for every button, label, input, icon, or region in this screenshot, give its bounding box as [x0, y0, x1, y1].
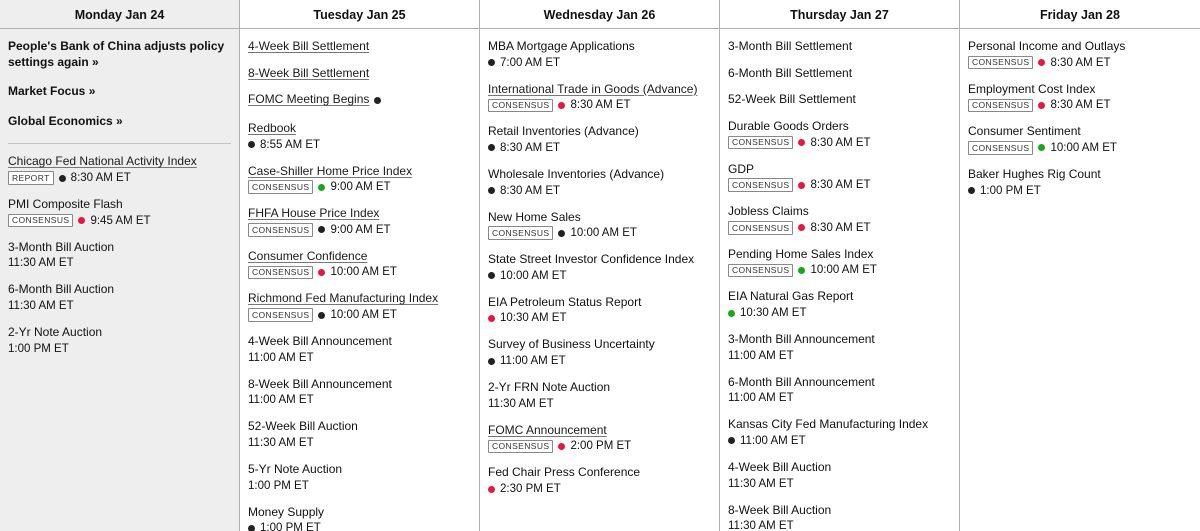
event-title: 2-Yr Note Auction: [8, 324, 103, 339]
event-meta: [488, 482, 711, 496]
event-time: 11:00 AM ET: [500, 355, 566, 368]
section-divider: [8, 143, 231, 144]
calendar-event: [728, 119, 951, 150]
status-dot-icon: [248, 525, 255, 531]
calendar-event: [728, 247, 951, 278]
event-title: PMI Composite Flash: [8, 197, 123, 212]
event-time: 7:00 AM ET: [500, 56, 561, 69]
calendar-event: [728, 39, 951, 54]
event-time: 1:00 PM ET: [980, 184, 1041, 197]
status-dot-icon: [488, 187, 495, 194]
event-tag-badge[interactable]: CONSENSUS: [728, 264, 793, 278]
event-time: 9:45 AM ET: [90, 214, 151, 227]
event-title: Kansas City Fed Manufacturing Index: [728, 417, 929, 432]
event-title: 2-Yr FRN Note Auction: [488, 380, 611, 395]
calendar-event: [8, 197, 231, 228]
event-meta: [728, 221, 951, 235]
event-title[interactable]: FOMC Meeting Begins: [248, 92, 370, 107]
event-tag-badge[interactable]: CONSENSUS: [248, 223, 313, 237]
status-dot-icon: [1038, 59, 1045, 66]
calendar-event: [728, 162, 951, 193]
event-time: 11:00 AM ET: [248, 351, 314, 364]
status-dot-icon: [318, 312, 325, 319]
event-time: 1:00 PM ET: [260, 522, 321, 531]
calendar-event: [968, 39, 1192, 70]
event-title: 6-Month Bill Announcement: [728, 374, 875, 389]
day-header: Thursday Jan 27: [720, 0, 959, 29]
event-title: Consumer Sentiment: [968, 124, 1081, 139]
event-title: 5-Yr Note Auction: [248, 462, 343, 476]
event-time: 8:55 AM ET: [260, 138, 321, 151]
calendar-event: [488, 82, 711, 113]
event-title: 52-Week Bill Settlement: [728, 92, 856, 107]
event-time: 8:30 AM ET: [1050, 56, 1111, 69]
event-title[interactable]: FOMC Announcement: [488, 422, 607, 437]
event-title: 3-Month Bill Settlement: [728, 39, 853, 53]
status-dot-icon: [488, 358, 495, 365]
calendar-event: [488, 380, 711, 411]
status-dot-icon: [318, 184, 325, 191]
event-tag-badge[interactable]: CONSENSUS: [728, 136, 793, 150]
event-title: State Street Investor Confidence Index: [488, 252, 695, 267]
calendar-event: [728, 204, 951, 235]
event-meta: [248, 180, 471, 194]
event-meta: [248, 138, 471, 152]
calendar-event: [728, 66, 951, 81]
event-meta: [968, 98, 1192, 112]
calendar-event: [488, 39, 711, 70]
calendar-event: [248, 419, 471, 450]
headline-link[interactable]: Global Economics »: [8, 113, 123, 128]
calendar-event: [248, 334, 471, 365]
calendar-event: [728, 460, 951, 491]
event-meta: [968, 141, 1192, 155]
status-dot-icon: [488, 272, 495, 279]
event-title: Jobless Claims: [728, 204, 809, 219]
status-dot-icon: [488, 315, 495, 322]
event-meta: [488, 226, 711, 240]
event-tag-badge[interactable]: CONSENSUS: [488, 440, 553, 454]
day-header: Monday Jan 24: [0, 0, 239, 29]
event-tag-badge[interactable]: CONSENSUS: [248, 180, 313, 194]
event-time: 11:30 AM ET: [728, 520, 794, 531]
day-column: [720, 0, 960, 531]
calendar-event: [248, 249, 471, 280]
event-tag-badge[interactable]: CONSENSUS: [968, 56, 1033, 70]
calendar-event: [248, 66, 471, 81]
day-body: [0, 29, 239, 356]
event-meta: [488, 141, 711, 155]
calendar-event: [968, 82, 1192, 113]
event-title: EIA Petroleum Status Report: [488, 294, 642, 309]
headline-link[interactable]: Market Focus »: [8, 84, 96, 99]
event-time: 11:30 AM ET: [728, 477, 794, 490]
event-title: MBA Mortgage Applications: [488, 39, 635, 53]
status-dot-icon: [558, 230, 565, 237]
event-title-row: [248, 92, 471, 109]
calendar-event: [8, 325, 231, 356]
event-time: 11:30 AM ET: [248, 436, 314, 449]
event-title[interactable]: International Trade in Goods (Advance): [488, 81, 698, 96]
calendar-event: [248, 291, 471, 322]
event-time: 10:00 AM ET: [330, 266, 397, 279]
event-time: 8:30 AM ET: [810, 221, 871, 234]
calendar-event: [728, 332, 951, 363]
event-time: 8:30 AM ET: [570, 99, 631, 112]
status-dot-icon: [318, 269, 325, 276]
calendar-event: [248, 92, 471, 109]
event-meta: [8, 214, 231, 228]
day-header: Friday Jan 28: [960, 0, 1200, 29]
calendar-event: [728, 503, 951, 531]
event-meta: [488, 354, 711, 368]
calendar-event: [968, 167, 1192, 198]
event-title[interactable]: 4-Week Bill Settlement: [248, 39, 370, 53]
event-meta: [488, 311, 711, 325]
day-column: [0, 0, 240, 531]
calendar-event: [8, 154, 231, 185]
event-meta: [248, 223, 471, 237]
event-time: 11:00 AM ET: [740, 434, 806, 447]
event-time: 8:30 AM ET: [70, 172, 131, 184]
event-tag-badge[interactable]: CONSENSUS: [488, 99, 553, 113]
day-body: [480, 29, 719, 496]
event-time: 10:30 AM ET: [500, 312, 567, 325]
calendar-event: [728, 375, 951, 406]
day-column: [480, 0, 720, 531]
event-time: 10:30 AM ET: [740, 307, 807, 320]
calendar-event: [248, 462, 471, 493]
event-time: 10:00 AM ET: [1050, 141, 1117, 154]
event-meta: [8, 171, 231, 185]
calendar-event: [248, 206, 471, 237]
calendar-event: [728, 289, 951, 320]
calendar-event: [488, 295, 711, 326]
event-title: Personal Income and Outlays: [968, 39, 1126, 53]
status-dot-icon: [798, 139, 805, 146]
event-tag-badge[interactable]: CONSENSUS: [728, 221, 793, 235]
calendar-event: [728, 417, 951, 448]
status-dot-icon: [728, 437, 735, 444]
event-meta: [488, 184, 711, 198]
event-title: 6-Month Bill Settlement: [728, 65, 853, 80]
event-tag-badge[interactable]: CONSENSUS: [968, 99, 1033, 113]
event-time: 11:30 AM ET: [8, 257, 74, 270]
event-meta: [488, 56, 711, 70]
calendar-event: [248, 164, 471, 195]
status-dot-icon: [59, 175, 66, 182]
event-meta: [728, 306, 951, 320]
event-tag-badge[interactable]: CONSENSUS: [488, 226, 553, 240]
event-tag-badge[interactable]: CONSENSUS: [8, 214, 73, 228]
event-time: 11:00 AM ET: [728, 349, 794, 362]
status-dot-icon: [374, 97, 381, 104]
event-title[interactable]: Richmond Fed Manufacturing Index: [248, 291, 439, 306]
event-time: 9:00 AM ET: [330, 181, 391, 194]
event-title[interactable]: Chicago Fed National Activity Index: [8, 154, 197, 169]
status-dot-icon: [558, 102, 565, 109]
event-title: New Home Sales: [488, 209, 581, 224]
event-title: Durable Goods Orders: [728, 118, 849, 133]
calendar-event: [488, 423, 711, 454]
event-title: Retail Inventories (Advance): [488, 124, 639, 139]
status-dot-icon: [488, 144, 495, 151]
day-header: Tuesday Jan 25: [240, 0, 479, 29]
event-meta: [488, 269, 711, 283]
status-dot-icon: [318, 226, 325, 233]
event-title: 4-Week Bill Auction: [728, 460, 832, 474]
event-time: 11:30 AM ET: [488, 397, 554, 410]
status-dot-icon: [798, 182, 805, 189]
event-time: 10:00 AM ET: [500, 269, 567, 282]
day-body: [960, 29, 1200, 198]
event-title[interactable]: FHFA House Price Index: [248, 206, 380, 221]
event-meta: [728, 434, 951, 448]
calendar-event: [248, 121, 471, 152]
status-dot-icon: [248, 141, 255, 148]
event-meta: [488, 98, 711, 112]
calendar-event: [488, 337, 711, 368]
event-meta: [728, 136, 951, 150]
event-title: Fed Chair Press Conference: [488, 465, 641, 480]
headline-link[interactable]: People's Bank of China adjusts policy settings again »: [8, 39, 225, 69]
event-time: 11:00 AM ET: [728, 392, 794, 405]
calendar-event: [248, 39, 471, 54]
event-title: Money Supply: [248, 504, 325, 519]
event-time: 11:30 AM ET: [8, 299, 74, 312]
status-dot-icon: [798, 224, 805, 231]
calendar-event: [8, 282, 231, 313]
event-meta: [728, 178, 951, 192]
event-time: 8:30 AM ET: [500, 184, 561, 197]
day-column: [960, 0, 1200, 531]
day-body: [240, 29, 479, 531]
event-meta: [248, 308, 471, 322]
event-meta: [248, 265, 471, 279]
event-meta: [728, 263, 951, 277]
day-header: Wednesday Jan 26: [480, 0, 719, 29]
event-title[interactable]: Consumer Confidence: [248, 248, 368, 263]
event-title: 3-Month Bill Announcement: [728, 332, 875, 347]
event-time: 2:00 PM ET: [570, 440, 632, 453]
day-column: [240, 0, 480, 531]
event-title: 8-Week Bill Announcement: [248, 376, 392, 391]
status-dot-icon: [558, 443, 565, 450]
status-dot-icon: [78, 217, 85, 224]
calendar-event: [248, 505, 471, 531]
event-title: 8-Week Bill Auction: [728, 502, 832, 517]
event-title[interactable]: Redbook: [248, 120, 297, 135]
event-title: 3-Month Bill Auction: [8, 239, 115, 254]
event-meta: [968, 56, 1192, 70]
status-dot-icon: [1038, 102, 1045, 109]
calendar-event: [248, 377, 471, 408]
event-meta: [968, 184, 1192, 198]
event-time: 8:30 AM ET: [500, 141, 561, 154]
event-time: 8:30 AM ET: [810, 179, 871, 192]
event-tag-badge[interactable]: CONSENSUS: [248, 266, 313, 280]
event-title: 6-Month Bill Auction: [8, 282, 115, 297]
event-time: 1:00 PM ET: [248, 479, 309, 492]
calendar-event: [488, 210, 711, 241]
event-time: 8:30 AM ET: [1050, 99, 1111, 112]
event-tag-badge[interactable]: REPORT: [8, 171, 54, 185]
calendar-event: [968, 124, 1192, 155]
calendar-event: [488, 167, 711, 198]
event-title: 52-Week Bill Auction: [248, 419, 358, 434]
event-time: 10:00 AM ET: [570, 227, 637, 240]
event-title: Pending Home Sales Index: [728, 246, 874, 261]
event-title[interactable]: 8-Week Bill Settlement: [248, 65, 370, 80]
event-title: Survey of Business Uncertainty: [488, 337, 655, 352]
event-time: 1:00 PM ET: [8, 342, 69, 355]
event-title: GDP: [728, 161, 755, 176]
event-tag-badge[interactable]: CONSENSUS: [728, 178, 793, 192]
event-title: 4-Week Bill Announcement: [248, 334, 392, 349]
event-time: 11:00 AM ET: [248, 394, 314, 407]
status-dot-icon: [798, 267, 805, 274]
event-time: 2:30 PM ET: [500, 483, 561, 496]
status-dot-icon: [488, 486, 495, 493]
event-title[interactable]: Case-Shiller Home Price Index: [248, 163, 413, 178]
event-meta: [488, 439, 711, 453]
calendar-event: [728, 92, 951, 107]
event-tag-badge[interactable]: CONSENSUS: [248, 308, 313, 322]
event-title: EIA Natural Gas Report: [728, 289, 854, 304]
event-time: 8:30 AM ET: [810, 136, 871, 149]
event-time: 9:00 AM ET: [330, 223, 391, 236]
event-title: Baker Hughes Rig Count: [968, 166, 1101, 181]
calendar-event: [488, 252, 711, 283]
status-dot-icon: [728, 310, 735, 317]
status-dot-icon: [1038, 144, 1045, 151]
calendar-event: [8, 240, 231, 271]
event-title: Employment Cost Index: [968, 81, 1096, 96]
event-title: Wholesale Inventories (Advance): [488, 166, 665, 181]
event-time: 10:00 AM ET: [810, 264, 877, 277]
calendar-event: [488, 124, 711, 155]
event-tag-badge[interactable]: CONSENSUS: [968, 141, 1033, 155]
calendar-event: [488, 465, 711, 496]
day-body: [720, 29, 959, 531]
status-dot-icon: [488, 59, 495, 66]
event-meta: [248, 521, 471, 531]
event-time: 10:00 AM ET: [330, 309, 397, 322]
status-dot-icon: [968, 187, 975, 194]
